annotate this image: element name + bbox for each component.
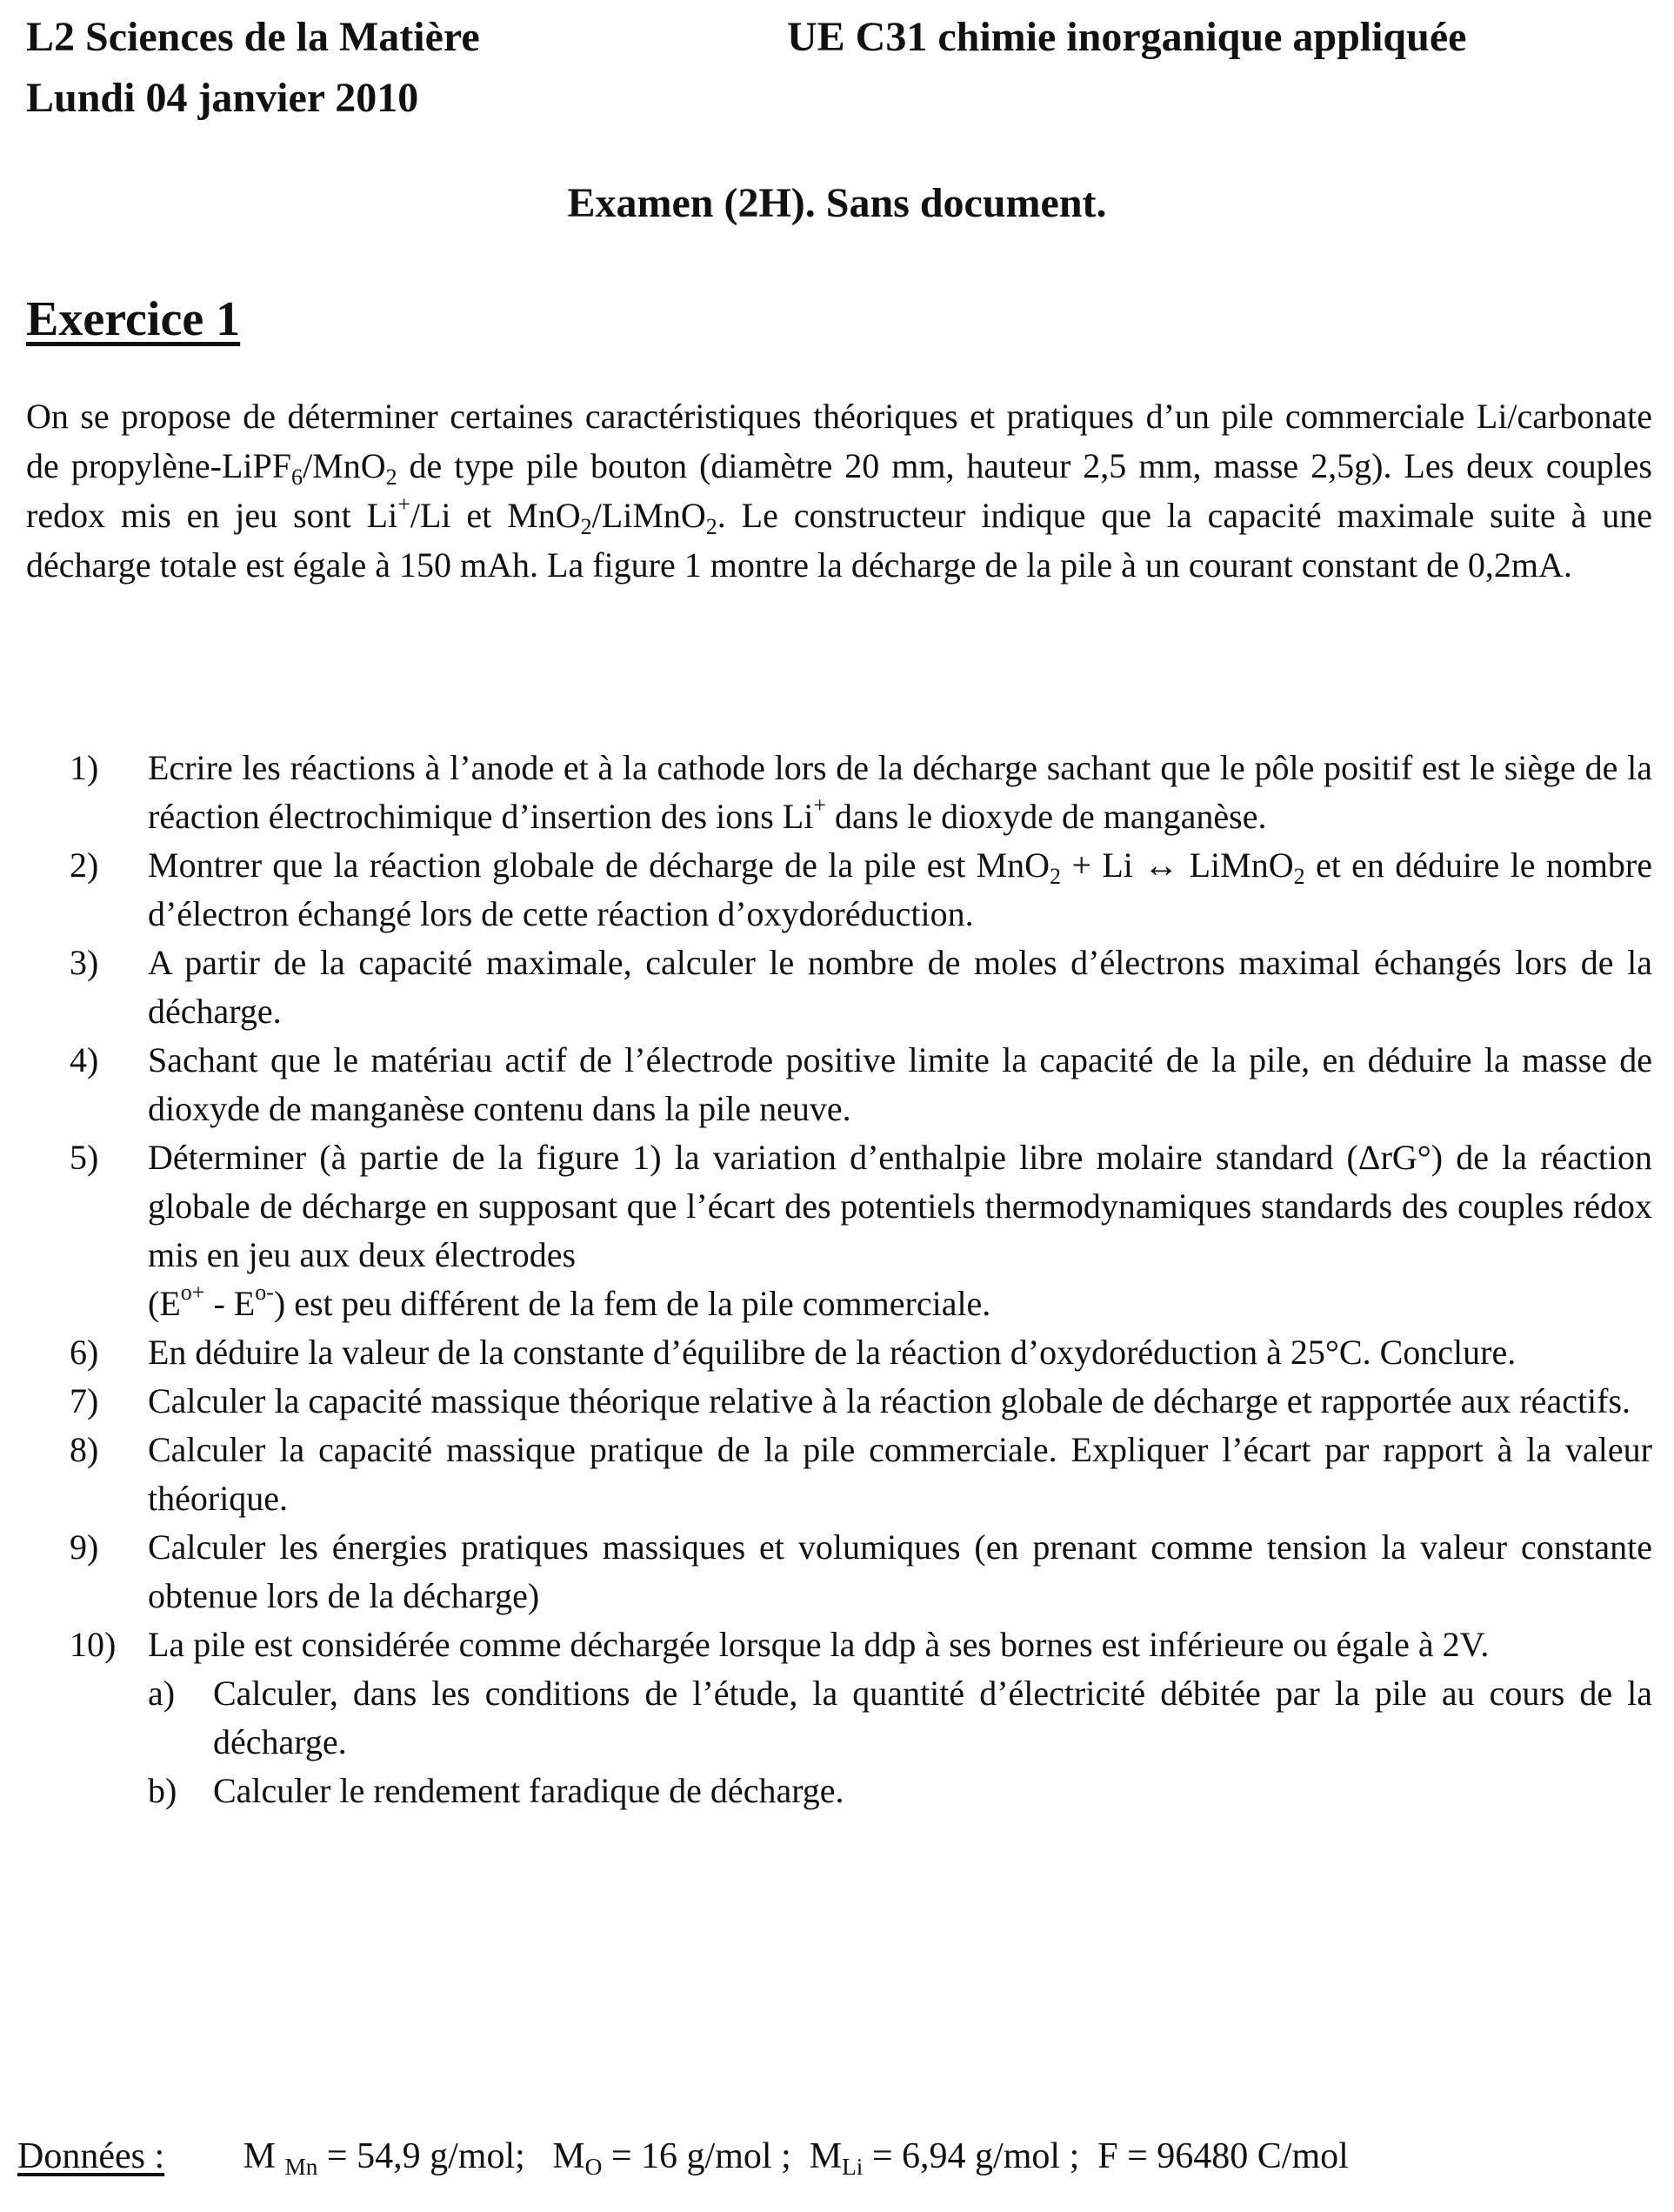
question-4: [70, 1036, 1652, 1133]
question-5: [70, 1133, 1652, 1328]
superscript: o+: [180, 1279, 205, 1305]
constant-text: = 54,9 g/mol;: [317, 2136, 525, 2176]
course-header: [26, 7, 480, 129]
molar-mass-li: [809, 2136, 1080, 2181]
subscript: 2: [1050, 863, 1062, 889]
subscript: Mn: [284, 2154, 318, 2181]
question-text-part: Montrer que la réaction globale de décharge de la pile est MnO: [148, 845, 1050, 885]
question-text-part: ) est peu différent de la fem de la pile commerciale.: [273, 1284, 991, 1323]
question-text: [148, 841, 1652, 939]
exam-title: Examen (2H). Sans document.: [567, 180, 1107, 226]
question-2: [70, 841, 1652, 939]
question-text-part: - E: [204, 1284, 256, 1323]
question-number: 4): [70, 1040, 99, 1079]
exercise-title: Exercice 1: [26, 292, 241, 346]
question-number: 6): [70, 1333, 99, 1372]
question-7: [70, 1377, 1652, 1426]
intro-text-4: /Li et MnO: [410, 496, 581, 535]
question-10a: [148, 1669, 1652, 1767]
intro-text-1: On se propose de déterminer certaines caractéristiques théoriques et pratiques d’un pile commerciale Li/carbonate de propylène-LiPF: [26, 397, 1652, 485]
intro-text-6: . Le constructeur indique que la capacité maximale suite à une décharge totale est égale à 150 mAh. La figure 1 montre la décharge de la pile à un courant constant de 0,2mA.: [26, 496, 1653, 585]
question-8: [70, 1426, 1652, 1523]
question-10: [70, 1621, 1652, 1669]
question-text-part: + Li ↔ LiMnO: [1061, 845, 1294, 885]
intro-text-2: /MnO: [303, 446, 386, 485]
exam-date: Lundi 04 janvier 2010: [26, 75, 419, 121]
molar-mass-o: [552, 2136, 791, 2181]
question-3: [70, 939, 1652, 1036]
question-number: 8): [70, 1430, 99, 1469]
intro-sub-4: 2: [705, 513, 717, 539]
subquestion-text: Calculer, dans les conditions de l’étude, la quantité d’électricité débitée par la pile au cours de la décharge.: [213, 1674, 1652, 1761]
data-constants: [17, 2135, 1652, 2181]
intro-sub-3: 2: [580, 513, 592, 539]
question-10b: [148, 1767, 1652, 1815]
subscript: O: [584, 2154, 603, 2181]
subquestion-text: Calculer le rendement faradique de décharge.: [213, 1771, 844, 1810]
question-text-part: dans le dioxyde de manganèse.: [825, 797, 1267, 836]
question-text: [148, 744, 1652, 841]
question-text: En déduire la valeur de la constante d’équilibre de la réaction d’oxydoréduction à 25°C. Conclure.: [148, 1333, 1517, 1372]
constant-text: = 16 g/mol ;: [602, 2136, 791, 2176]
question-text: A partir de la capacité maximale, calculer le nombre de moles d’électrons maximal échangés lors de la décharge.: [148, 943, 1652, 1031]
subquestion-letter: a): [148, 1674, 176, 1713]
superscript: +: [813, 792, 826, 818]
subscript: 2: [1293, 863, 1305, 889]
intro-sub-2: 2: [385, 464, 397, 490]
faraday-constant: F = 96480 C/mol: [1097, 2136, 1349, 2176]
question-text: Calculer les énergies pratiques massiques et volumiques (en prenant comme tension la valeur constante obtenue lors de la décharge): [148, 1527, 1652, 1615]
question-text-part: (E: [148, 1284, 181, 1323]
course-level: L2 Sciences de la Matière: [26, 14, 480, 60]
question-6: [70, 1328, 1652, 1377]
constant-text: M: [809, 2136, 843, 2176]
question-number: 1): [70, 748, 99, 787]
constant-text: = 6,94 g/mol ;: [863, 2136, 1080, 2176]
intro-text-5: /LiMnO: [591, 496, 706, 535]
question-text-part: Déterminer (à partie de la figure 1) la variation d’enthalpie libre molaire standard (ΔrG°) de la réaction globale de décharge en supposant que l’écart des potentiels thermodynamiques standards des couples rédox mis en jeu aux deux électrodes: [148, 1138, 1652, 1274]
intro-sup-1: +: [397, 491, 410, 517]
question-text: [148, 1133, 1652, 1328]
question-1: [70, 744, 1652, 841]
superscript: o-: [255, 1279, 274, 1305]
constant-text: M: [552, 2136, 585, 2176]
constant-text: M: [243, 2136, 285, 2176]
question-9: [70, 1523, 1652, 1621]
subscript: Li: [842, 2154, 864, 2181]
question-list: [70, 744, 1652, 1815]
question-text: Sachant que le matériau actif de l’électrode positive limite la capacité de la pile, en déduire la masse de dioxyde de manganèse contenu dans la pile neuve.: [148, 1040, 1652, 1128]
question-text: Calculer la capacité massique pratique de la pile commerciale. Expliquer l’écart par rapport à la valeur théorique.: [148, 1430, 1652, 1518]
question-number: 9): [70, 1527, 99, 1567]
question-text-part: et en déduire le nombre d’électron échangé lors de cette réaction d’oxydoréduction.: [148, 845, 1653, 933]
exercise-intro: [26, 391, 1652, 590]
intro-sub-1: 6: [291, 464, 303, 490]
question-text-part: Ecrire les réactions à l’anode et à la cathode lors de la décharge sachant que le pôle positif est le siège de la réaction électrochimique d’insertion des ions Li: [148, 748, 1652, 836]
intro-text-3: de type pile bouton (diamètre 20 mm, hauteur 2,5 mm, masse 2,5g). Les deux couples redox mis en jeu sont Li: [26, 446, 1652, 535]
question-number: 2): [70, 845, 99, 885]
question-number: 5): [70, 1138, 99, 1177]
course-unit: UE C31 chimie inorganique appliquée: [787, 14, 1467, 60]
question-number: 10): [70, 1625, 117, 1664]
question-text: Calculer la capacité massique théorique relative à la réaction globale de décharge et rapportée aux réactifs.: [148, 1381, 1631, 1420]
subquestion-letter: b): [148, 1771, 177, 1810]
data-label: Données :: [17, 2136, 165, 2176]
molar-mass-mn: [243, 2136, 525, 2181]
question-number: 3): [70, 943, 99, 982]
question-number: 7): [70, 1381, 99, 1420]
question-text: La pile est considérée comme déchargée lorsque la ddp à ses bornes est inférieure ou égale à 2V.: [148, 1625, 1490, 1664]
